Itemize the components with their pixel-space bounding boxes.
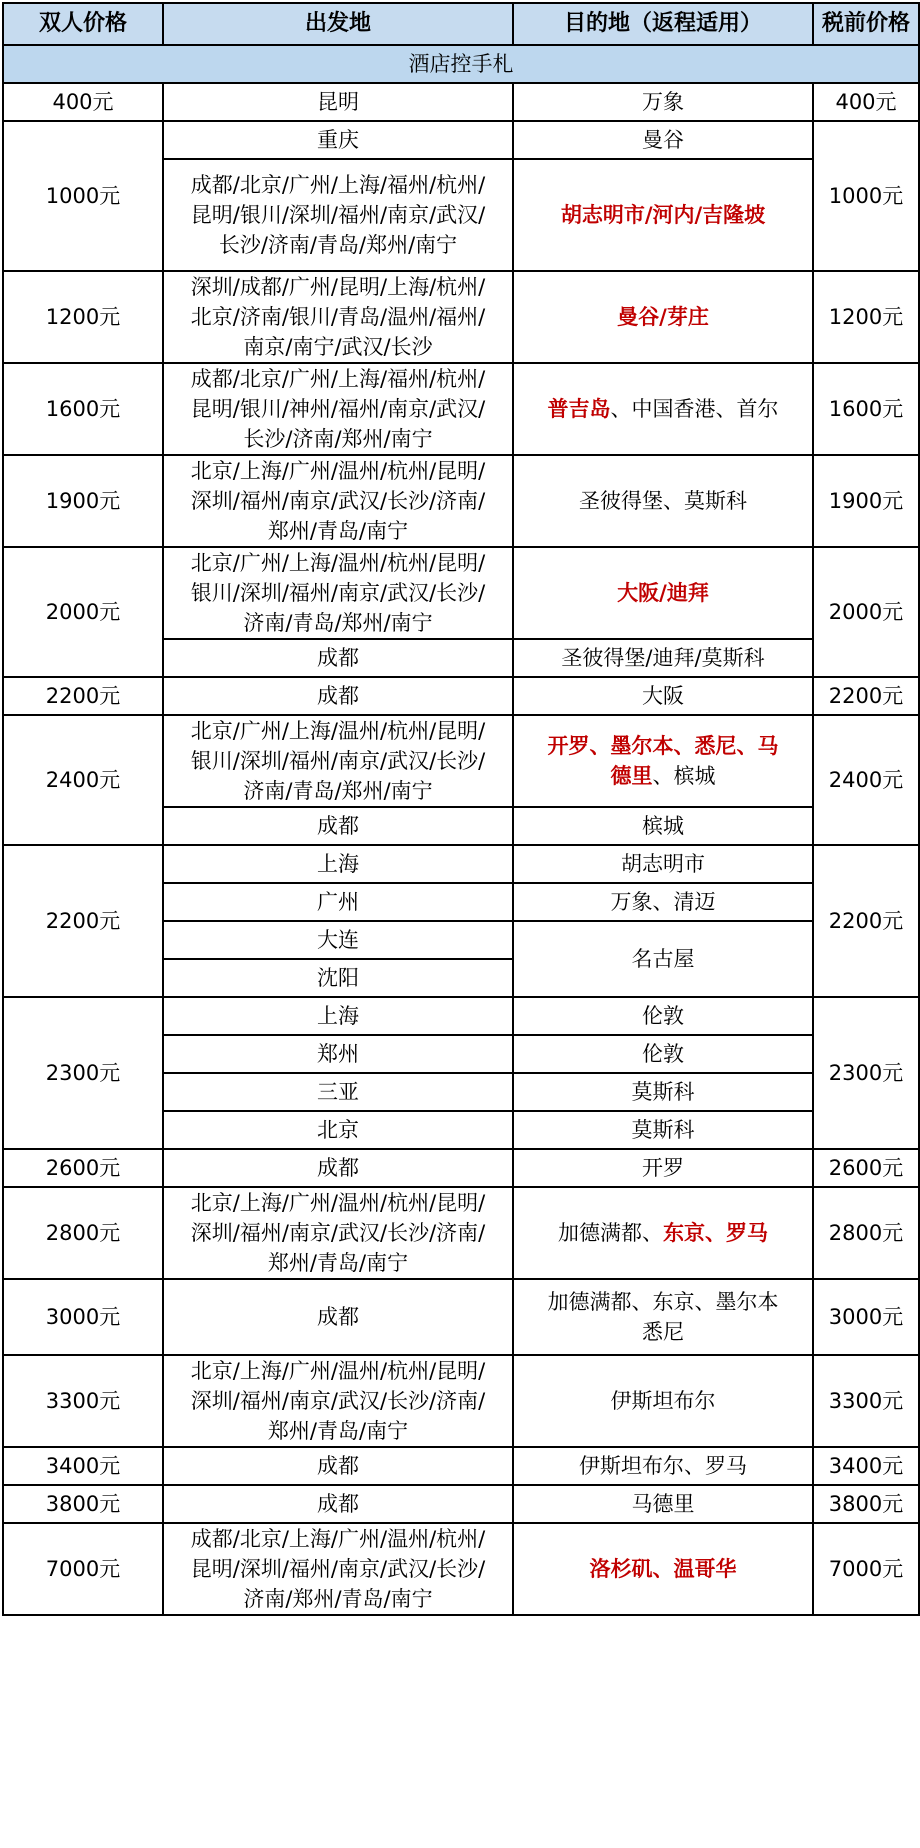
origin-cell: 昆明: [163, 83, 513, 121]
table-row: [3, 1279, 919, 1355]
origin-cell: 北京/广州/上海/温州/杭州/昆明/ 银川/深圳/福州/南京/武汉/长沙/ 济南/青岛/郑州/南宁: [163, 547, 513, 639]
header-row: [3, 3, 919, 45]
destination-cell: [513, 997, 813, 1035]
table-row: [3, 1355, 919, 1447]
price-cell: 2600元: [3, 1149, 163, 1187]
destination-text: 大阪: [642, 684, 684, 708]
destination-cell: [513, 455, 813, 547]
pretax-price-cell: 3000元: [813, 1279, 919, 1355]
origin-cell: 大连: [163, 921, 513, 959]
price-cell: 2300元: [3, 997, 163, 1149]
destination-text: 伊斯坦布尔、罗马: [579, 1454, 747, 1478]
destination-cell: [513, 1355, 813, 1447]
header-destination: 目的地（返程适用）: [513, 3, 813, 45]
price-cell: 3400元: [3, 1447, 163, 1485]
origin-cell: 重庆: [163, 121, 513, 159]
table-row: [3, 1523, 919, 1615]
origin-cell: 北京/上海/广州/温州/杭州/昆明/ 深圳/福州/南京/武汉/长沙/济南/ 郑州/青岛/南宁: [163, 1355, 513, 1447]
pretax-price-cell: 2300元: [813, 997, 919, 1149]
highlight-destination: 普吉岛: [547, 397, 611, 421]
origin-cell: 成都/北京/广州/上海/福州/杭州/ 昆明/银川/深圳/福州/南京/武汉/ 长沙/济南/青岛/郑州/南宁: [163, 159, 513, 271]
destination-text: 加德满都、东京、墨尔本 悉尼: [547, 1290, 779, 1344]
price-cell: 1200元: [3, 271, 163, 363]
destination-text: 圣彼得堡/迪拜/莫斯科: [561, 646, 765, 670]
origin-cell: 成都: [163, 639, 513, 677]
destination-text: 伦敦: [642, 1004, 684, 1028]
header-price: 双人价格: [3, 3, 163, 45]
table-row: [3, 271, 919, 363]
destination-text: 胡志明市: [621, 852, 705, 876]
pretax-price-cell: 2000元: [813, 547, 919, 677]
table-body: [3, 45, 919, 1615]
destination-cell: [513, 715, 813, 807]
destination-cell: [513, 883, 813, 921]
destination-cell: [513, 1447, 813, 1485]
origin-cell: 深圳/成都/广州/昆明/上海/杭州/ 北京/济南/银川/青岛/温州/福州/ 南京/南宁/武汉/长沙: [163, 271, 513, 363]
destination-cell: [513, 639, 813, 677]
destination-text: 、槟城: [652, 764, 716, 788]
section-row: [3, 45, 919, 83]
pretax-price-cell: 3300元: [813, 1355, 919, 1447]
destination-text: 、中国香港、首尔: [610, 397, 779, 421]
table-row: [3, 83, 919, 121]
highlight-destination: 东京、罗马: [663, 1221, 768, 1245]
price-cell: 3800元: [3, 1485, 163, 1523]
destination-cell: [513, 271, 813, 363]
destination-cell: [513, 1111, 813, 1149]
highlight-destination: 曼谷/芽庄: [617, 305, 709, 329]
destination-cell: [513, 159, 813, 271]
origin-cell: 成都: [163, 1485, 513, 1523]
table-row: [3, 715, 919, 807]
table-row: [3, 547, 919, 639]
price-cell: 1000元: [3, 121, 163, 271]
destination-text: 莫斯科: [631, 1080, 695, 1104]
destination-cell: [513, 1279, 813, 1355]
destination-cell: [513, 1035, 813, 1073]
table-row: [3, 121, 919, 159]
table-row: [3, 845, 919, 883]
pretax-price-cell: 7000元: [813, 1523, 919, 1615]
destination-text: 曼谷: [642, 128, 684, 152]
origin-cell: 北京/广州/上海/温州/杭州/昆明/ 银川/深圳/福州/南京/武汉/长沙/ 济南/青岛/郑州/南宁: [163, 715, 513, 807]
table-row: [3, 997, 919, 1035]
pretax-price-cell: 3800元: [813, 1485, 919, 1523]
highlight-destination: 洛杉矶、温哥华: [589, 1557, 737, 1581]
table-row: [3, 455, 919, 547]
pretax-price-cell: 1200元: [813, 271, 919, 363]
price-cell: 2200元: [3, 677, 163, 715]
destination-cell: [513, 121, 813, 159]
pretax-price-cell: 2600元: [813, 1149, 919, 1187]
origin-cell: 成都/北京/上海/广州/温州/杭州/ 昆明/深圳/福州/南京/武汉/长沙/ 济南/郑州/青岛/南宁: [163, 1523, 513, 1615]
origin-cell: 成都: [163, 1149, 513, 1187]
destination-text: 莫斯科: [631, 1118, 695, 1142]
pretax-price-cell: 3400元: [813, 1447, 919, 1485]
pretax-price-cell: 2200元: [813, 845, 919, 997]
destination-cell: [513, 1485, 813, 1523]
highlight-destination: 胡志明市/河内/吉隆坡: [560, 203, 766, 227]
highlight-destination: 开罗、墨尔本、悉尼、马 德里: [547, 734, 779, 788]
destination-text: 加德满都、: [558, 1221, 663, 1245]
destination-cell: [513, 677, 813, 715]
section-title: 酒店控手札: [3, 45, 919, 83]
price-cell: 1600元: [3, 363, 163, 455]
pretax-price-cell: 2200元: [813, 677, 919, 715]
destination-text: 万象: [642, 90, 684, 114]
pretax-price-cell: 1900元: [813, 455, 919, 547]
header-origin: 出发地: [163, 3, 513, 45]
origin-cell: 沈阳: [163, 959, 513, 997]
origin-cell: 北京/上海/广州/温州/杭州/昆明/ 深圳/福州/南京/武汉/长沙/济南/ 郑州/青岛/南宁: [163, 1187, 513, 1279]
destination-text: 万象、清迈: [610, 890, 716, 914]
origin-cell: 上海: [163, 845, 513, 883]
destination-text: 伦敦: [642, 1042, 684, 1066]
destination-cell: [513, 1523, 813, 1615]
price-cell: 3000元: [3, 1279, 163, 1355]
highlight-destination: 大阪/迪拜: [617, 581, 709, 605]
pretax-price-cell: 1600元: [813, 363, 919, 455]
destination-text: 马德里: [631, 1492, 695, 1516]
destination-cell: [513, 1187, 813, 1279]
table-row: [3, 1187, 919, 1279]
price-table: [2, 2, 920, 1616]
destination-cell: [513, 807, 813, 845]
destination-cell: [513, 845, 813, 883]
price-cell: 1900元: [3, 455, 163, 547]
destination-cell: [513, 547, 813, 639]
destination-text: 伊斯坦布尔: [610, 1389, 716, 1413]
origin-cell: 三亚: [163, 1073, 513, 1111]
pretax-price-cell: 1000元: [813, 121, 919, 271]
pretax-price-cell: 400元: [813, 83, 919, 121]
origin-cell: 成都: [163, 677, 513, 715]
header-pretax-price: 税前价格: [813, 3, 919, 45]
price-cell: 2000元: [3, 547, 163, 677]
destination-text: 开罗: [642, 1156, 684, 1180]
price-cell: 3300元: [3, 1355, 163, 1447]
origin-cell: 成都: [163, 1447, 513, 1485]
price-cell: 7000元: [3, 1523, 163, 1615]
origin-cell: 成都/北京/广州/上海/福州/杭州/ 昆明/银川/神州/福州/南京/武汉/ 长沙/济南/郑州/南宁: [163, 363, 513, 455]
price-cell: 2200元: [3, 845, 163, 997]
origin-cell: 广州: [163, 883, 513, 921]
table-row: [3, 1485, 919, 1523]
destination-cell: [513, 1073, 813, 1111]
destination-cell: [513, 363, 813, 455]
origin-cell: 北京/上海/广州/温州/杭州/昆明/ 深圳/福州/南京/武汉/长沙/济南/ 郑州/青岛/南宁: [163, 455, 513, 547]
destination-text: 名古屋: [631, 947, 695, 971]
destination-cell: [513, 921, 813, 997]
table-row: [3, 677, 919, 715]
price-cell: 400元: [3, 83, 163, 121]
table-row: [3, 363, 919, 455]
origin-cell: 郑州: [163, 1035, 513, 1073]
pretax-price-cell: 2400元: [813, 715, 919, 845]
origin-cell: 成都: [163, 807, 513, 845]
price-cell: 2800元: [3, 1187, 163, 1279]
pretax-price-cell: 2800元: [813, 1187, 919, 1279]
origin-cell: 成都: [163, 1279, 513, 1355]
origin-cell: 北京: [163, 1111, 513, 1149]
destination-cell: [513, 1149, 813, 1187]
destination-text: 槟城: [642, 814, 684, 838]
destination-text: 圣彼得堡、莫斯科: [579, 489, 747, 513]
origin-cell: 上海: [163, 997, 513, 1035]
price-cell: 2400元: [3, 715, 163, 845]
table-row: [3, 1149, 919, 1187]
destination-cell: [513, 83, 813, 121]
table-row: [3, 1447, 919, 1485]
